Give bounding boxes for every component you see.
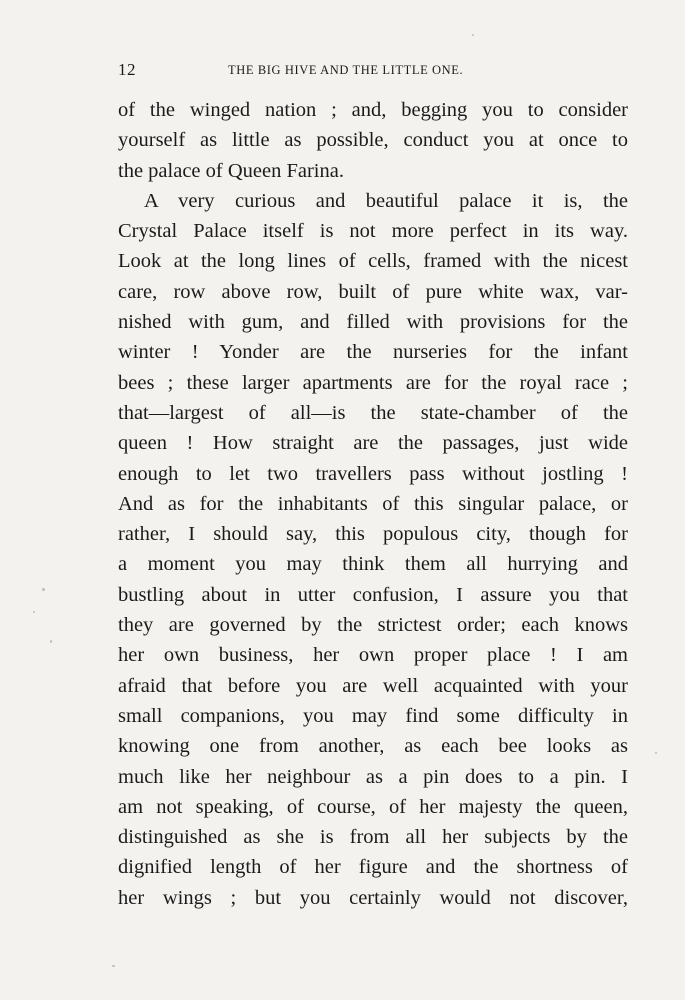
paper-speck: [655, 752, 657, 754]
body-text: [118, 95, 628, 913]
text-line: A very curious and beautiful palace it is, the: [144, 189, 628, 212]
paper-speck: [472, 34, 474, 36]
text-line: bees ; these larger apartments are for the royal race ;: [118, 371, 628, 394]
page-header: [118, 60, 628, 86]
text-line: a moment you may think them all hurrying and: [118, 553, 628, 576]
text-line: enough to let two travellers pass without jostling !: [118, 462, 628, 485]
text-line: her own business, her own proper place ! I am: [118, 644, 628, 667]
text-line: distinguished as she is from all her subjects by the: [118, 826, 628, 849]
text-line: And as for the inhabitants of this singular palace, or: [118, 492, 628, 515]
text-line: bustling about in utter confusion, I assure you that: [118, 583, 628, 606]
text-line: yourself as little as possible, conduct you at once to: [118, 129, 628, 152]
text-line: knowing one from another, as each bee looks as: [118, 735, 628, 758]
text-line: small companions, you may find some difficulty in: [118, 704, 628, 727]
text-line: much like her neighbour as a pin does to a pin. I: [118, 765, 628, 788]
text-line: nished with gum, and filled with provisions for the: [118, 311, 628, 334]
paper-speck: [33, 611, 35, 613]
text-line: Crystal Palace itself is not more perfect in its way.: [118, 220, 628, 243]
text-line: that—largest of all—is the state-chamber of the: [118, 401, 628, 424]
text-line: winter ! Yonder are the nurseries for the infant: [118, 341, 628, 364]
text-line: Look at the long lines of cells, framed with the nicest: [118, 250, 628, 273]
text-line: care, row above row, built of pure white wax, var-: [118, 280, 628, 303]
paper-speck: [42, 588, 45, 591]
text-line: of the winged nation ; and, begging you to consider: [118, 99, 628, 121]
text-line: afraid that before you are well acquainted with your: [118, 674, 628, 697]
text-line: dignified length of her figure and the shortness of: [118, 856, 628, 879]
text-line: the palace of Queen Farina.: [118, 159, 344, 182]
text-line: they are governed by the strictest order; each knows: [118, 614, 628, 637]
paper-speck: [112, 965, 115, 967]
text-line: am not speaking, of course, of her majesty the queen,: [118, 795, 628, 818]
text-line: her wings ; but you certainly would not discover,: [118, 886, 628, 909]
running-title: THE BIG HIVE AND THE LITTLE ONE.: [228, 63, 464, 77]
text-line: queen ! How straight are the passages, just wide: [118, 432, 628, 455]
paper-speck: [50, 640, 52, 643]
text-line: rather, I should say, this populous city, though for: [118, 523, 628, 546]
page-number: 12: [118, 60, 136, 79]
